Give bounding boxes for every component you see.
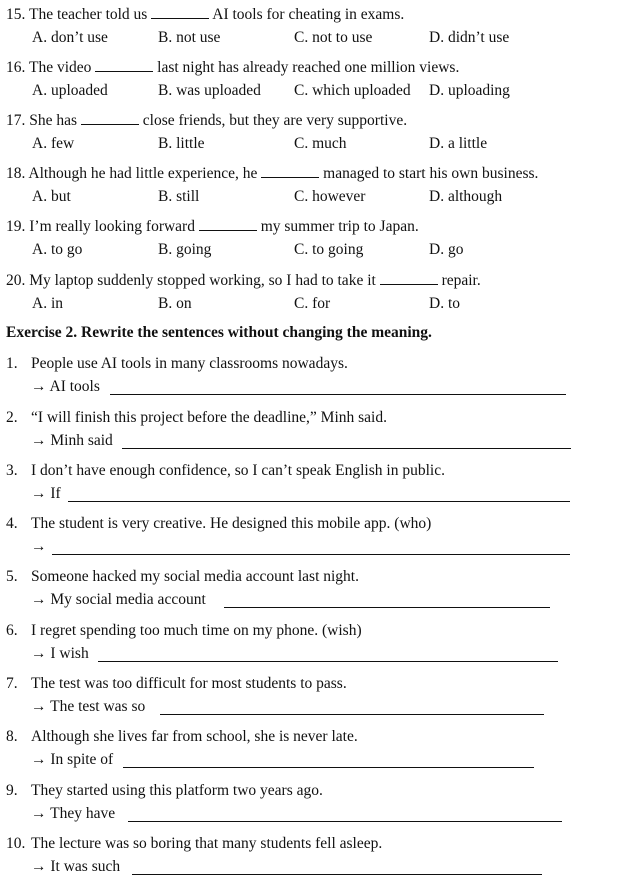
stem-after-blank: AI tools for cheating in exams. bbox=[212, 6, 405, 23]
rewrite-item-10 bbox=[6, 835, 382, 876]
item-number: 4. bbox=[6, 515, 18, 532]
original-sentence: “I will finish this project before the deadline,” Minh said. bbox=[31, 409, 387, 426]
question-15 bbox=[6, 5, 510, 47]
item-number: 5. bbox=[6, 568, 18, 585]
rewrite-prompt: → In spite of bbox=[31, 751, 114, 768]
rewrite-prompt: → My social media account bbox=[31, 591, 206, 608]
option-a[interactable]: A. to go bbox=[32, 241, 83, 258]
item-number: 9. bbox=[6, 782, 18, 799]
question-16 bbox=[6, 58, 510, 100]
option-a[interactable]: A. uploaded bbox=[32, 82, 108, 99]
stem-before-blank: My laptop suddenly stopped working, so I had to take it bbox=[29, 272, 376, 289]
options-row bbox=[6, 188, 538, 206]
answer-blank[interactable] bbox=[261, 164, 319, 178]
rewrite-prompt: → The test was so bbox=[31, 698, 146, 715]
original-sentence: The student is very creative. He designed this mobile app. (who) bbox=[31, 515, 432, 532]
answer-blank[interactable] bbox=[151, 5, 209, 19]
stem-before-blank: She has bbox=[29, 112, 78, 129]
question-stem bbox=[6, 5, 404, 24]
option-b[interactable]: B. was uploaded bbox=[158, 82, 261, 99]
answer-line[interactable] bbox=[128, 821, 562, 822]
item-number: 7. bbox=[6, 675, 18, 692]
stem-before-blank: Although he had little experience, he bbox=[28, 165, 258, 182]
original-sentence: People use AI tools in many classrooms nowadays. bbox=[31, 355, 348, 372]
stem-after-blank: managed to start his own business. bbox=[323, 165, 539, 182]
question-number: 15. bbox=[6, 6, 26, 23]
option-c[interactable]: C. to going bbox=[294, 241, 364, 258]
question-number: 20. bbox=[6, 272, 26, 289]
original-sentence: They started using this platform two years ago. bbox=[31, 782, 323, 799]
options-row bbox=[6, 241, 464, 259]
stem-before-blank: The video bbox=[28, 59, 92, 76]
answer-line[interactable] bbox=[132, 874, 542, 875]
answer-blank[interactable] bbox=[81, 111, 139, 125]
answer-line[interactable] bbox=[160, 714, 544, 715]
option-a[interactable]: A. don’t use bbox=[32, 29, 108, 46]
option-d[interactable]: D. a little bbox=[429, 135, 488, 152]
item-number: 8. bbox=[6, 728, 18, 745]
answer-blank[interactable] bbox=[199, 217, 257, 231]
option-d[interactable]: D. uploading bbox=[429, 82, 510, 99]
answer-line[interactable] bbox=[224, 607, 550, 608]
rewrite-item-7 bbox=[6, 675, 347, 716]
question-stem bbox=[6, 271, 481, 290]
original-sentence: The test was too difficult for most students to pass. bbox=[31, 675, 347, 692]
question-stem bbox=[6, 217, 419, 236]
rewrite-item-1 bbox=[6, 355, 348, 396]
question-17 bbox=[6, 111, 488, 153]
question-20 bbox=[6, 271, 481, 313]
item-number: 2. bbox=[6, 409, 18, 426]
rewrite-item-5 bbox=[6, 568, 359, 609]
original-sentence: The lecture was so boring that many students fell asleep. bbox=[31, 835, 383, 852]
item-number: 6. bbox=[6, 622, 18, 639]
option-c[interactable]: C. for bbox=[294, 295, 331, 312]
option-c[interactable]: C. much bbox=[294, 135, 347, 152]
rewrite-item-3 bbox=[6, 462, 445, 503]
question-number: 19. bbox=[6, 218, 26, 235]
original-sentence: I regret spending too much time on my phone. (wish) bbox=[31, 622, 362, 639]
answer-blank[interactable] bbox=[95, 58, 153, 72]
rewrite-item-6 bbox=[6, 622, 362, 663]
option-b[interactable]: B. not use bbox=[158, 29, 221, 46]
stem-before-blank: I’m really looking forward bbox=[29, 218, 195, 235]
question-number: 18. bbox=[6, 165, 26, 182]
option-c[interactable]: C. however bbox=[294, 188, 366, 205]
original-sentence: Someone hacked my social media account last night. bbox=[31, 568, 359, 585]
question-number: 17. bbox=[6, 112, 26, 129]
option-b[interactable]: B. going bbox=[158, 241, 212, 258]
option-a[interactable]: A. few bbox=[32, 135, 75, 152]
original-sentence: I don’t have enough confidence, so I can’t speak English in public. bbox=[31, 462, 445, 479]
rewrite-item-2 bbox=[6, 409, 387, 450]
question-stem bbox=[6, 111, 407, 130]
rewrite-prompt: → I wish bbox=[31, 645, 89, 662]
option-b[interactable]: B. little bbox=[158, 135, 205, 152]
answer-line[interactable] bbox=[123, 767, 534, 768]
question-19 bbox=[6, 217, 464, 259]
question-stem bbox=[6, 164, 538, 183]
option-c[interactable]: C. not to use bbox=[294, 29, 373, 46]
options-row bbox=[6, 295, 481, 313]
item-number: 1. bbox=[6, 355, 18, 372]
option-d[interactable]: D. go bbox=[429, 241, 464, 258]
rewrite-prompt: → If bbox=[31, 485, 61, 502]
option-b[interactable]: B. still bbox=[158, 188, 200, 205]
option-d[interactable]: D. although bbox=[429, 188, 503, 205]
stem-after-blank: repair. bbox=[441, 272, 481, 289]
answer-blank[interactable] bbox=[380, 271, 438, 285]
options-row bbox=[6, 82, 510, 100]
answer-line[interactable] bbox=[52, 554, 570, 555]
answer-line[interactable] bbox=[110, 394, 566, 395]
answer-line[interactable] bbox=[122, 448, 571, 449]
option-b[interactable]: B. on bbox=[158, 295, 192, 312]
option-d[interactable]: D. to bbox=[429, 295, 460, 312]
rewrite-prompt: → bbox=[31, 538, 47, 555]
item-number: 10. bbox=[6, 835, 26, 852]
stem-after-blank: close friends, but they are very supportive. bbox=[142, 112, 408, 129]
rewrite-prompt: → AI tools bbox=[31, 378, 100, 395]
original-sentence: Although she lives far from school, she is never late. bbox=[31, 728, 358, 745]
rewrite-prompt: → They have bbox=[31, 805, 116, 822]
question-18 bbox=[6, 164, 538, 206]
question-stem bbox=[6, 58, 459, 77]
option-d[interactable]: D. didn’t use bbox=[429, 29, 510, 46]
options-row bbox=[6, 29, 510, 47]
answer-line[interactable] bbox=[98, 661, 558, 662]
stem-before-blank: The teacher told us bbox=[28, 6, 148, 23]
exercise-2-heading: Exercise 2. Rewrite the sentences without changing the meaning. bbox=[6, 324, 432, 341]
rewrite-prompt: → Minh said bbox=[31, 432, 113, 449]
rewrite-item-9 bbox=[6, 782, 323, 823]
question-number: 16. bbox=[6, 59, 26, 76]
stem-after-blank: last night has already reached one million views. bbox=[157, 59, 460, 76]
options-row bbox=[6, 135, 488, 153]
rewrite-item-4 bbox=[6, 515, 431, 556]
stem-after-blank: my summer trip to Japan. bbox=[260, 218, 419, 235]
option-a[interactable]: A. but bbox=[32, 188, 71, 205]
rewrite-prompt: → It was such bbox=[31, 858, 121, 875]
option-c[interactable]: C. which uploaded bbox=[294, 82, 411, 99]
item-number: 3. bbox=[6, 462, 18, 479]
answer-line[interactable] bbox=[68, 501, 570, 502]
rewrite-item-8 bbox=[6, 728, 358, 769]
option-a[interactable]: A. in bbox=[32, 295, 63, 312]
